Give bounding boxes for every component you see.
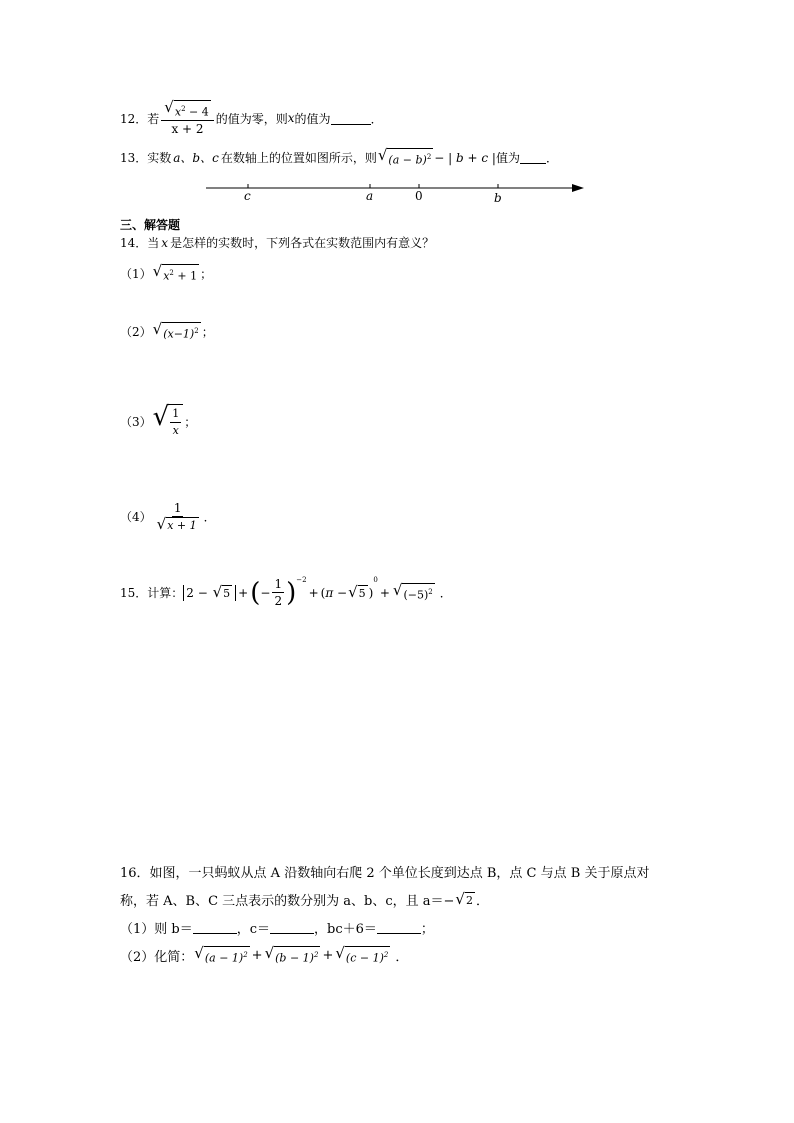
q14-part-1: （1） √ $x^2 + 1$ ；	[120, 262, 213, 283]
answer-blank[interactable]	[331, 112, 371, 125]
section-heading: 三、解答题	[120, 218, 181, 232]
q14-part-4: （4） 1 √ x + 1 ．	[120, 501, 216, 533]
point-b-label: b	[494, 191, 502, 205]
answer-blank-b[interactable]	[193, 921, 237, 934]
q12-fraction: √ $x^2 - 4$ x + 2	[161, 100, 213, 137]
question-16-line-2: 称，若 A、B、C 三点表示的数分别为 a、b、c，且 a＝− √ 2 ．	[120, 889, 489, 909]
question-12: 12．若 √ $x^2 - 4$ x + 2 的值为零，则 x 的值为 ．	[120, 98, 383, 136]
question-14: 14．当 x 是怎样的实数时，下列各式在实数范围内有意义？	[120, 235, 435, 250]
q14-part-3: （3） √ $\frac{1}{x}$ ；	[120, 402, 197, 437]
q14-part-2: （2） √ $(x-1)^2$ ；	[120, 320, 214, 341]
answer-blank[interactable]	[520, 151, 546, 164]
answer-blank-bc6[interactable]	[377, 921, 421, 934]
number-line	[200, 178, 590, 208]
answer-blank-c[interactable]	[270, 921, 314, 934]
question-15: 15．计算： 2 − √ 5 + ( − $\frac{1}{2}$ ) $^{-2}$ + ( π − √ 5 ) 0 + √ $(-5)^2$ ．	[120, 576, 452, 608]
point-a-label: a	[366, 189, 374, 203]
question-13: 13．实数 a、b、c 在数轴上的位置如图所示，则 √ $(a - b)^2$ − | b + c | 值为 ．	[120, 146, 558, 167]
question-16-line-1: 16．如图，一只蚂蚁从点 A 沿数轴向右爬 2 个单位长度到达点 B，点 C 与点 B 关于原点对	[120, 866, 650, 881]
q13-radical: √ $(a - b)^2$	[377, 146, 432, 167]
abs-value: 2 − √ 5	[183, 585, 236, 601]
q12-label: 12．若	[120, 111, 160, 126]
origin-label: 0	[415, 189, 423, 203]
q16-part-2: （2）化简： √ $(a - 1)^2$ + √ $(b - 1)^2$ + √ $(c - 1)^2$ ．	[120, 944, 409, 966]
point-c-label: c	[244, 189, 251, 203]
q16-part-1: （1）则 b＝ ，c＝ ，bc＋6＝ ；	[120, 922, 434, 937]
